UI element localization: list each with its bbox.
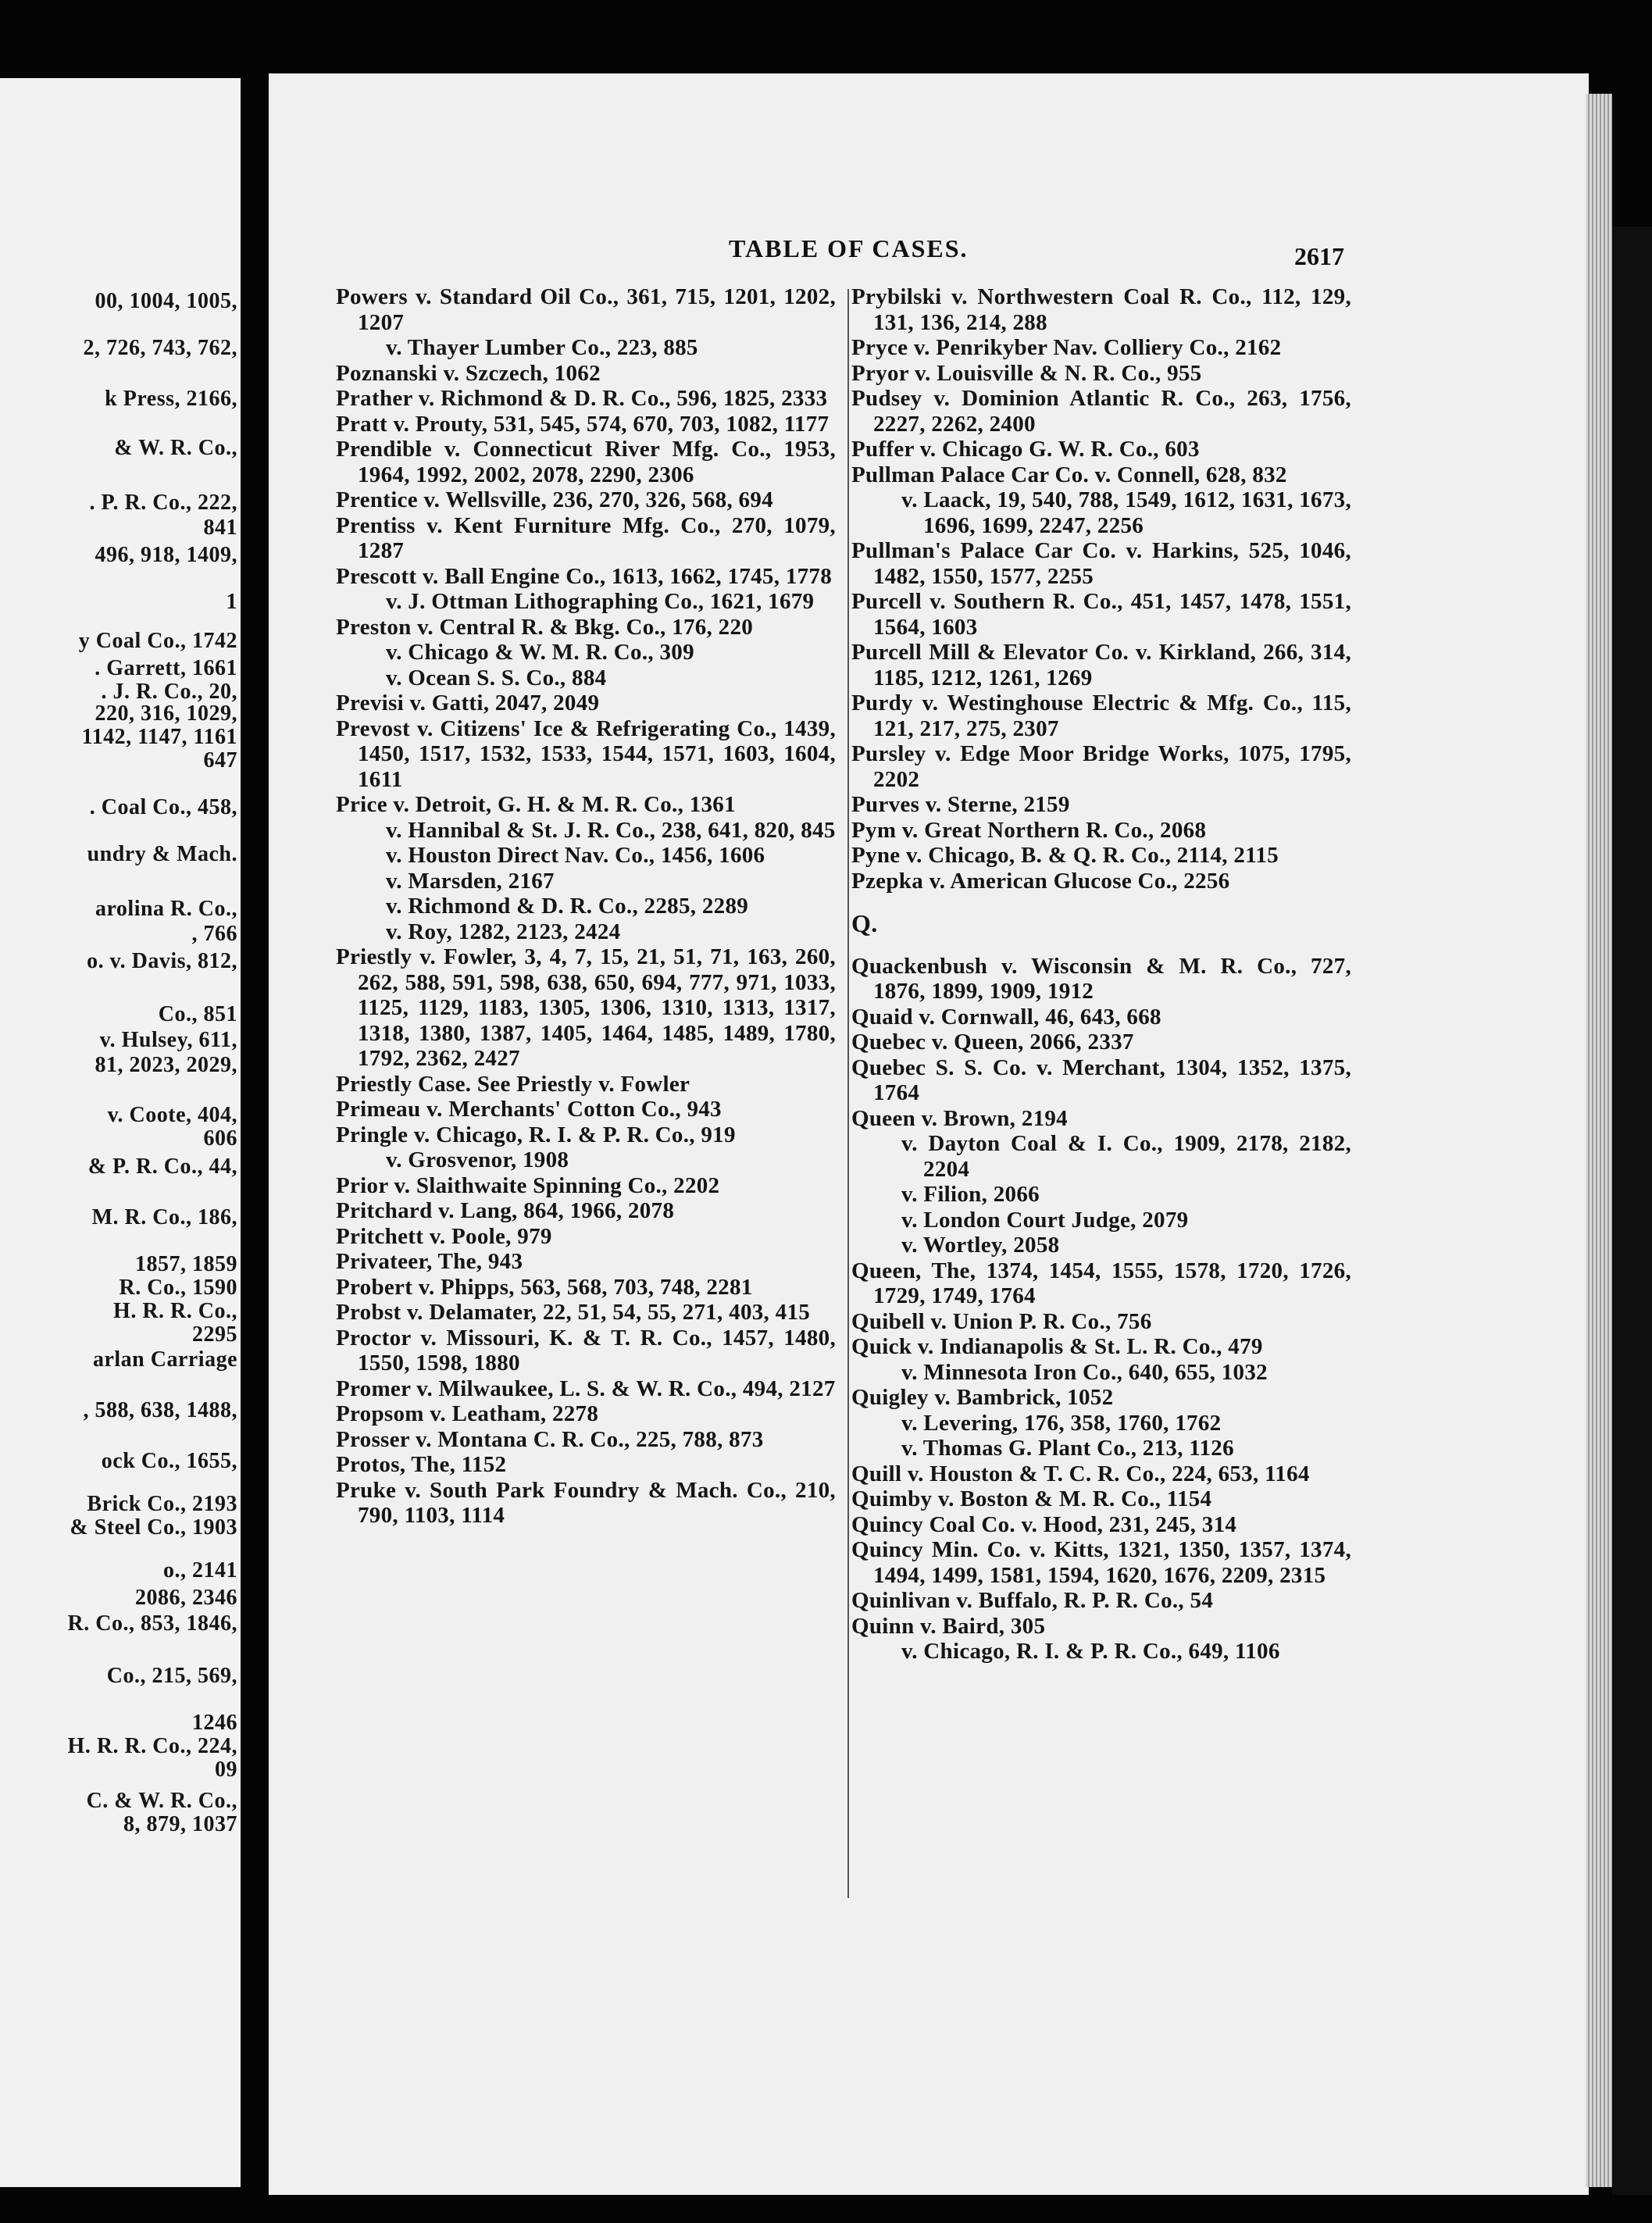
case-entry: Purcell v. Southern R. Co., 451, 1457, 1478, 1551, 1564, 1603	[851, 589, 1351, 640]
case-entry: Promer v. Milwaukee, L. S. & W. R. Co., 494, 2127	[336, 1376, 836, 1401]
case-sub-entry: v. Ocean S. S. Co., 884	[386, 665, 607, 690]
case-entry: Queen, The, 1374, 1454, 1555, 1578, 1720, 1726, 1729, 1749, 1764	[851, 1258, 1351, 1308]
case-entry: Pursley v. Edge Moor Bridge Works, 1075, 1795, 2202	[851, 741, 1351, 792]
facing-page-fragment: v. Coote, 404,	[107, 1103, 237, 1127]
facing-page-fragment: & P. R. Co., 44,	[87, 1154, 237, 1179]
facing-page-fragment: o., 2141	[163, 1558, 237, 1583]
facing-page-fragment: 2086, 2346	[135, 1586, 237, 1610]
case-entry: Previsi v. Gatti, 2047, 2049	[336, 690, 600, 715]
index-column-right	[851, 284, 1351, 1665]
facing-page-fragment: Co., 851	[158, 1002, 237, 1026]
case-entry: Prentiss v. Kent Furniture Mfg. Co., 270, 1079, 1287	[336, 512, 836, 563]
case-entry: Quick v. Indianapolis & St. L. R. Co., 479	[851, 1334, 1263, 1359]
facing-page-fragment: Co., 215, 569,	[106, 1664, 237, 1688]
facing-page-fragment: C. & W. R. Co.,	[86, 1789, 237, 1813]
page-number: 2617	[1294, 242, 1344, 270]
case-entry: Quebec S. S. Co. v. Merchant, 1304, 1352, 1375, 1764	[851, 1054, 1351, 1105]
case-entry: Prior v. Slaithwaite Spinning Co., 2202	[336, 1172, 720, 1198]
facing-page-fragment: 606	[203, 1126, 237, 1151]
case-sub-entry: v. Chicago, R. I. & P. R. Co., 649, 1106	[901, 1639, 1280, 1664]
facing-page-fragment: R. Co., 853, 1846,	[67, 1611, 237, 1636]
case-entry: Prentice v. Wellsville, 236, 270, 326, 568, 694	[336, 487, 773, 512]
facing-page-fragment: 00, 1004, 1005,	[95, 289, 237, 313]
facing-page-fragment: M. R. Co., 186,	[91, 1205, 237, 1229]
facing-page-fragment: ock Co., 1655,	[101, 1449, 237, 1473]
case-entry: Pratt v. Prouty, 531, 545, 574, 670, 703, 1082, 1177	[336, 411, 830, 437]
case-entry: Priestly Case. See Priestly v. Fowler	[336, 1071, 690, 1097]
case-entry: Quackenbush v. Wisconsin & M. R. Co., 727, 1876, 1899, 1909, 1912	[851, 953, 1351, 1004]
case-entry: Pudsey v. Dominion Atlantic R. Co., 263, 1756, 2227, 2262, 2400	[851, 386, 1351, 437]
case-entry: Prescott v. Ball Engine Co., 1613, 1662, 1745, 1778	[336, 563, 833, 589]
facing-page-fragment: R. Co., 1590	[119, 1276, 237, 1300]
case-entry: Queen v. Brown, 2194	[851, 1105, 1068, 1131]
case-sub-entry: v. Roy, 1282, 2123, 2424	[386, 919, 621, 944]
case-sub-entry: v. Wortley, 2058	[901, 1233, 1060, 1258]
case-sub-entry: v. Laack, 19, 540, 788, 1549, 1612, 1631, 1673, 1696, 1699, 2247, 2256	[901, 487, 1351, 538]
facing-page-fragment: & Steel Co., 1903	[70, 1515, 237, 1540]
case-entry: Protos, The, 1152	[336, 1452, 507, 1477]
case-sub-entry: v. Richmond & D. R. Co., 2285, 2289	[386, 894, 749, 919]
facing-page-fragment: v. Hulsey, 611,	[99, 1028, 237, 1052]
case-entry: Pzepka v. American Glucose Co., 2256	[851, 868, 1230, 894]
facing-page-fragment: . Garrett, 1661	[95, 656, 237, 680]
facing-page-fragment: , 588, 638, 1488,	[83, 1398, 237, 1422]
case-sub-entry: v. Thomas G. Plant Co., 213, 1126	[901, 1436, 1234, 1461]
case-entry: Proctor v. Missouri, K. & T. R. Co., 1457, 1480, 1550, 1598, 1880	[336, 1325, 836, 1376]
case-entry: Privateer, The, 943	[336, 1249, 523, 1274]
case-entry: Puffer v. Chicago G. W. R. Co., 603	[851, 437, 1200, 462]
case-entry: Priestly v. Fowler, 3, 4, 7, 15, 21, 51, 71, 163, 260, 262, 588, 591, 598, 638, 650, 694, 777, 971, 1033, 1125, 1129, 1183, 1305, 1306, 1310, 1313, 1317, 1318, 1380, 1387, 1405, 1464, 1485, 1489, 1780, 1792, 2362, 2427	[336, 944, 836, 1071]
facing-page-fragment: 1857, 1859	[135, 1252, 237, 1276]
case-entry: Pringle v. Chicago, R. I. & P. R. Co., 919	[336, 1122, 736, 1147]
facing-page-fragment: Brick Co., 2193	[87, 1492, 237, 1516]
case-entry: Pritchett v. Poole, 979	[336, 1223, 552, 1249]
facing-page-fragment: . Coal Co., 458,	[89, 795, 237, 819]
facing-page-fragment: . J. R. Co., 20,	[101, 680, 237, 704]
case-entry: Probert v. Phipps, 563, 568, 703, 748, 2281	[336, 1274, 753, 1300]
case-sub-entry: v. London Court Judge, 2079	[901, 1207, 1189, 1233]
case-entry: Price v. Detroit, G. H. & M. R. Co., 1361	[336, 792, 736, 817]
case-entry: Quigley v. Bambrick, 1052	[851, 1385, 1114, 1410]
index-column-left	[336, 284, 836, 1529]
case-entry: Powers v. Standard Oil Co., 361, 715, 1201, 1202, 1207	[336, 284, 836, 335]
case-entry: Pritchard v. Lang, 864, 1966, 2078	[336, 1198, 675, 1223]
case-sub-entry: v. J. Ottman Lithographing Co., 1621, 1679	[386, 589, 815, 614]
case-entry: Pullman's Palace Car Co. v. Harkins, 525, 1046, 1482, 1550, 1577, 2255	[851, 538, 1351, 589]
case-sub-entry: v. Thayer Lumber Co., 223, 885	[386, 335, 698, 360]
facing-page-fragment: y Coal Co., 1742	[78, 629, 237, 653]
facing-page-fragment: 647	[203, 748, 237, 773]
case-entry: Prybilski v. Northwestern Coal R. Co., 112, 129, 131, 136, 214, 288	[851, 284, 1351, 335]
facing-page-fragment: & W. R. Co.,	[114, 436, 237, 460]
facing-page-fragment: 2, 726, 743, 762,	[83, 336, 237, 360]
case-entry: Primeau v. Merchants' Cotton Co., 943	[336, 1097, 722, 1122]
facing-page-fragment: undry & Mach.	[87, 842, 237, 866]
case-entry: Quill v. Houston & T. C. R. Co., 224, 653, 1164	[851, 1461, 1310, 1486]
case-sub-entry: v. Grosvenor, 1908	[386, 1147, 569, 1172]
facing-page-fragment: 09	[215, 1757, 237, 1782]
facing-page-fragment: , 766	[191, 922, 237, 946]
case-entry: Pym v. Great Northern R. Co., 2068	[851, 817, 1207, 843]
case-sub-entry: v. Houston Direct Nav. Co., 1456, 1606	[386, 843, 765, 868]
facing-page-fragment: 8, 879, 1037	[123, 1812, 237, 1836]
facing-page	[0, 78, 241, 2187]
facing-page-fragment: H. R. R. Co.,	[113, 1299, 237, 1323]
case-entry: Quaid v. Cornwall, 46, 643, 668	[851, 1004, 1161, 1029]
facing-page-fragment: arlan Carriage	[92, 1347, 237, 1372]
facing-page-fragment: . P. R. Co., 222,	[89, 491, 237, 515]
facing-page-fragment: 1142, 1147, 1161	[81, 725, 237, 749]
case-entry: Purcell Mill & Elevator Co. v. Kirkland, 266, 314, 1185, 1212, 1261, 1269	[851, 640, 1351, 690]
case-entry: Pyne v. Chicago, B. & Q. R. Co., 2114, 2115	[851, 843, 1279, 868]
case-entry: Pullman Palace Car Co. v. Connell, 628, 832	[851, 462, 1287, 487]
case-entry: Quibell v. Union P. R. Co., 756	[851, 1308, 1152, 1334]
case-entry: Pryce v. Penrikyber Nav. Colliery Co., 2162	[851, 335, 1282, 360]
case-entry: Prosser v. Montana C. R. Co., 225, 788, 873	[336, 1426, 764, 1452]
case-entry: Quinlivan v. Buffalo, R. P. R. Co., 54	[851, 1588, 1214, 1613]
case-entry: Quinn v. Baird, 305	[851, 1613, 1046, 1639]
case-sub-entry: v. Levering, 176, 358, 1760, 1762	[901, 1410, 1222, 1436]
facing-page-fragment: arolina R. Co.,	[95, 897, 237, 921]
case-sub-entry: v. Marsden, 2167	[386, 868, 555, 894]
case-entry: Probst v. Delamater, 22, 51, 54, 55, 271, 403, 415	[336, 1300, 811, 1325]
case-entry: Quincy Coal Co. v. Hood, 231, 245, 314	[851, 1511, 1237, 1537]
case-entry: Pruke v. South Park Foundry & Mach. Co., 210, 790, 1103, 1114	[336, 1477, 836, 1528]
case-entry: Quincy Min. Co. v. Kitts, 1321, 1350, 1357, 1374, 1494, 1499, 1581, 1594, 1620, 1676, 2209, 2315	[851, 1537, 1351, 1588]
case-sub-entry: v. Filion, 2066	[901, 1182, 1040, 1207]
case-sub-entry: v. Dayton Coal & I. Co., 1909, 2178, 2182, 2204	[901, 1131, 1351, 1182]
case-sub-entry: v. Hannibal & St. J. R. Co., 238, 641, 820, 845	[386, 817, 836, 843]
facing-page-fragment: H. R. R. Co., 224,	[67, 1734, 237, 1758]
case-sub-entry: v. Minnesota Iron Co., 640, 655, 1032	[901, 1359, 1268, 1385]
facing-page-fragment: 1246	[192, 1711, 237, 1735]
case-entry: Prather v. Richmond & D. R. Co., 596, 1825, 2333	[336, 386, 828, 411]
case-entry: Prevost v. Citizens' Ice & Refrigerating Co., 1439, 1450, 1517, 1532, 1533, 1544, 1571, 1603, 1604, 1611	[336, 715, 836, 792]
facing-page-fragment: 1	[226, 590, 237, 614]
case-entry: Purves v. Sterne, 2159	[851, 792, 1070, 817]
case-entry: Propsom v. Leatham, 2278	[336, 1401, 599, 1426]
facing-page-fragment: 81, 2023, 2029,	[95, 1053, 237, 1077]
facing-page-fragment: k Press, 2166,	[105, 387, 237, 411]
facing-page-fragment: 220, 316, 1029,	[95, 701, 237, 726]
case-entry: Preston v. Central R. & Bkg. Co., 176, 220	[336, 614, 754, 640]
case-entry: Purdy v. Westinghouse Electric & Mfg. Co., 115, 121, 217, 275, 2307	[851, 690, 1351, 741]
case-entry: Prendible v. Connecticut River Mfg. Co., 1953, 1964, 1992, 2002, 2078, 2290, 2306	[336, 437, 836, 487]
page-edge-shadow	[1612, 227, 1652, 2195]
facing-page-fragment: 841	[203, 516, 237, 540]
column-divider	[847, 289, 849, 1898]
case-entry: Pryor v. Louisville & N. R. Co., 955	[851, 360, 1202, 386]
case-entry: Poznanski v. Szczech, 1062	[336, 360, 601, 386]
case-entry: Quebec v. Queen, 2066, 2337	[851, 1029, 1134, 1054]
case-sub-entry: v. Chicago & W. M. R. Co., 309	[386, 640, 694, 665]
case-entry: Quimby v. Boston & M. R. Co., 1154	[851, 1486, 1212, 1511]
section-letter: Q.	[851, 909, 878, 937]
facing-page-fragment: 496, 918, 1409,	[95, 543, 237, 567]
facing-page-fragment: o. v. Davis, 812,	[87, 949, 237, 973]
facing-page-fragment: 2295	[192, 1322, 237, 1347]
page-edge	[1586, 94, 1612, 2187]
running-header: TABLE OF CASES.	[729, 234, 969, 262]
